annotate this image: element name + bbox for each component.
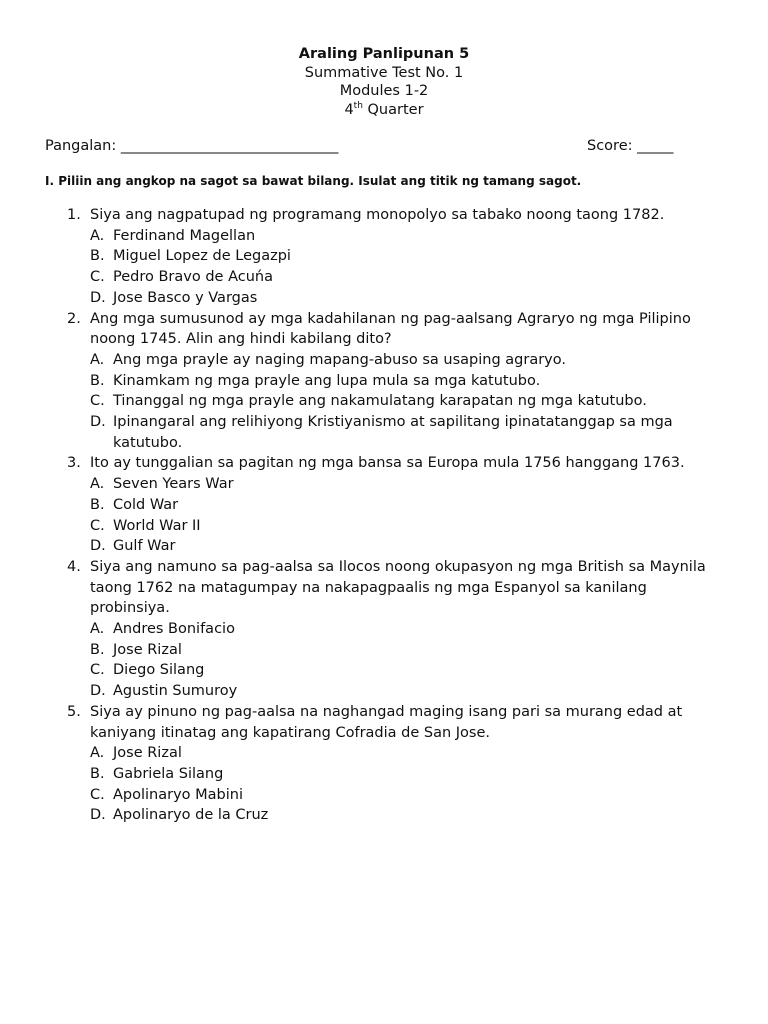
- document-header: [0, 45, 768, 119]
- choice-letter: A.: [90, 227, 105, 244]
- choice-text: Kinamkam ng mga prayle ang lupa mula sa mga katutubo.: [113, 372, 541, 389]
- choice-letter: B.: [90, 641, 105, 658]
- choice-text: Tinanggal ng mga prayle ang nakamulatang karapatan ng mga katutubo.: [113, 393, 647, 410]
- choice-letter: C.: [90, 662, 105, 679]
- choice-list: [90, 350, 720, 454]
- instructions: I. Piliin ang angkop na sagot sa bawat bilang. Isulat ang titik ng tamang sagot.: [45, 174, 582, 188]
- choice-letter: D.: [90, 289, 106, 306]
- choice-text: Miguel Lopez de Legazpi: [113, 248, 291, 265]
- choice-letter: A.: [90, 745, 105, 762]
- choice-item: [90, 474, 720, 495]
- question-5: [0, 702, 720, 826]
- choice-text: Seven Years War: [113, 476, 234, 493]
- choice-text: Gabriela Silang: [113, 765, 224, 782]
- choice-item: [90, 412, 720, 453]
- quarter-label: [0, 101, 768, 120]
- question-number: 4.: [67, 558, 81, 575]
- choice-letter: A.: [90, 476, 105, 493]
- quarter-number: 4: [344, 101, 354, 118]
- question-4: [0, 557, 720, 702]
- choice-item: [90, 743, 720, 764]
- choice-list: [90, 619, 720, 702]
- choice-text: Ang mga prayle ay naging mapang-abuso sa usaping agraryo.: [113, 351, 566, 368]
- choice-letter: C.: [90, 269, 105, 286]
- question-number: 3.: [67, 455, 81, 472]
- document-subtitle: Summative Test No. 1: [304, 64, 464, 81]
- choice-text: Andres Bonifacio: [113, 621, 235, 638]
- choice-item: [90, 536, 720, 557]
- question-text: Siya ang nagpatupad ng programang monopolyo sa tabako noong taong 1782.: [90, 207, 665, 223]
- quarter-word: Quarter: [362, 101, 424, 118]
- question-text: Ang mga sumusunod ay mga kadahilanan ng pag-aalsang Agraryo ng mga Pilipino noong 1745. Alin ang hindi kabilang dito?: [90, 310, 691, 348]
- choice-letter: D.: [90, 538, 106, 555]
- choice-item: [90, 288, 720, 309]
- choice-text: Jose Basco y Vargas: [113, 289, 258, 306]
- choice-item: [90, 660, 720, 681]
- choice-letter: B.: [90, 496, 105, 513]
- question-number: 5.: [67, 703, 81, 720]
- document-title: Araling Panlipunan 5: [298, 46, 470, 62]
- question-1: [0, 205, 720, 309]
- choice-letter: D.: [90, 807, 106, 824]
- choice-text: Ferdinand Magellan: [113, 227, 256, 244]
- choice-list: [90, 474, 720, 557]
- choice-letter: B.: [90, 372, 105, 389]
- question-number: 1.: [67, 207, 81, 223]
- choice-list: [90, 226, 720, 309]
- quarter-suffix: th: [353, 100, 363, 111]
- question-list: [0, 205, 768, 826]
- choice-item: [90, 350, 720, 371]
- name-score-row: [45, 137, 685, 155]
- choice-letter: C.: [90, 517, 105, 534]
- question-3: [0, 453, 720, 557]
- choice-text: Pedro Bravo de Acuńa: [113, 269, 273, 286]
- choice-item: [90, 785, 720, 806]
- choice-letter: B.: [90, 248, 105, 265]
- choice-text: Jose Rizal: [113, 745, 182, 762]
- choice-letter: A.: [90, 351, 105, 368]
- name-field-label: Pangalan: ______________________________: [45, 138, 339, 154]
- question-text: Siya ang namuno sa pag-aalsa sa Ilocos noong okupasyon ng mga British sa Maynila taong 1762 na matagumpay na nakapagpaalis ng mga Espanyol sa kanilang probinsiya.: [90, 558, 706, 617]
- choice-text: Cold War: [113, 496, 179, 513]
- choice-item: [90, 267, 720, 288]
- choice-text: Agustin Sumuroy: [113, 683, 238, 700]
- choice-item: [90, 681, 720, 702]
- choice-text: Ipinangaral ang relihiyong Kristiyanismo at sapilitang ipinatatanggap sa mga katutubo.: [113, 414, 673, 451]
- choice-item: [90, 764, 720, 785]
- choice-text: Gulf War: [113, 538, 176, 555]
- choice-item: [90, 495, 720, 516]
- choice-item: [90, 391, 720, 412]
- choice-letter: D.: [90, 414, 106, 431]
- choice-text: Apolinaryo de la Cruz: [113, 807, 269, 824]
- score-field-label: Score: _____: [587, 138, 674, 154]
- question-text: Ito ay tunggalian sa pagitan ng mga bansa sa Europa mula 1756 hanggang 1763.: [90, 455, 685, 472]
- choice-letter: A.: [90, 621, 105, 638]
- choice-item: [90, 371, 720, 392]
- choice-letter: D.: [90, 683, 106, 700]
- choice-letter: C.: [90, 786, 105, 803]
- modules-label: Modules 1-2: [339, 83, 429, 99]
- choice-letter: B.: [90, 765, 105, 782]
- question-text: Siya ay pinuno ng pag-aalsa na naghangad maging isang pari sa murang edad at kaniyang itinatag ang kapatirang Cofradia de San Jose.: [90, 703, 683, 741]
- choice-item: [90, 619, 720, 640]
- choice-text: World War II: [113, 517, 201, 534]
- choice-list: [90, 743, 720, 826]
- choice-item: [90, 226, 720, 247]
- question-number: 2.: [67, 310, 81, 327]
- choice-text: Apolinaryo Mabini: [113, 786, 243, 803]
- choice-item: [90, 640, 720, 661]
- choice-item: [90, 246, 720, 267]
- choice-letter: C.: [90, 393, 105, 410]
- question-2: [0, 309, 720, 454]
- choice-item: [90, 805, 720, 826]
- choice-text: Diego Silang: [113, 662, 205, 679]
- choice-text: Jose Rizal: [113, 641, 182, 658]
- choice-item: [90, 516, 720, 537]
